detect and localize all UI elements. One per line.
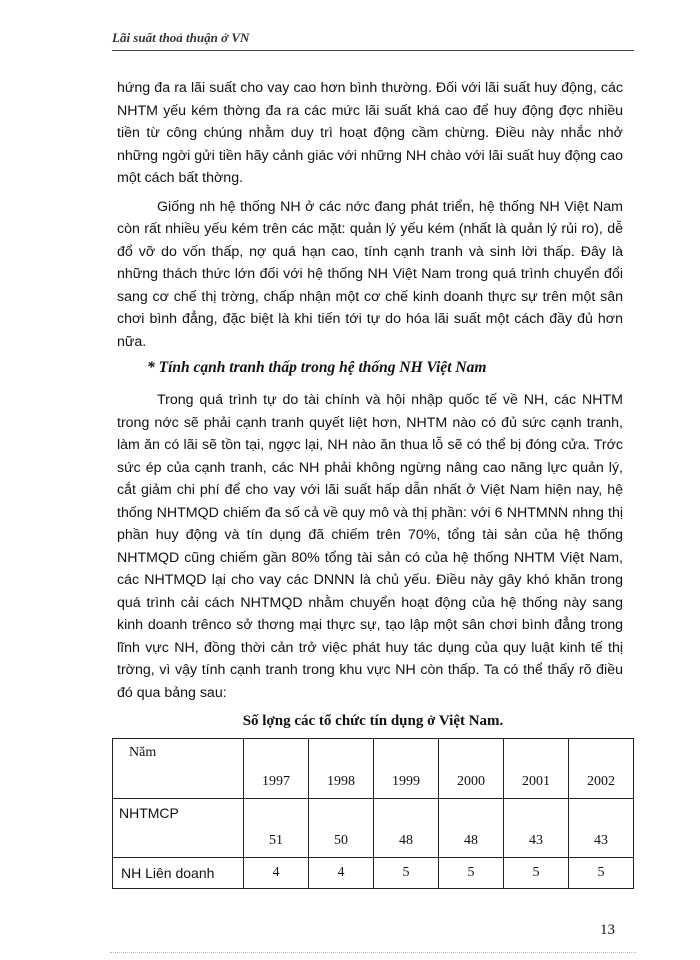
table-row (113, 799, 634, 858)
paragraph-2: Giống nh hệ thống NH ở các nớc đang phát triển, hệ thống NH Việt Nam còn rất nhiều yếu kém trên các mặt: quản lý yếu kém (nhất là quản lý rủi ro), dễ đổ vỡ do vốn thấp, nợ quá hạn cao, tính cạnh tranh và sinh lời thấp. Đây là những thách thức lớn đối với hệ thống NH Việt Nam trong quá trình chuyển đổi sang cơ chế thị trờng, chấp nhận một cơ chế kinh doanh thực sự trên một sân chơi bình đẳng, đặc biệt là khi tiến tới tự do hóa lãi suất một cách đầy đủ hơn nữa. (117, 198, 623, 350)
year-cell: 1998 (309, 739, 374, 799)
year-cell: 2001 (504, 739, 569, 799)
running-header: Lãi suất thoả thuận ở VN (112, 30, 250, 45)
value-cell: 50 (309, 799, 374, 858)
value-cell: 5 (439, 858, 504, 889)
footer-divider (110, 952, 636, 953)
year-cell: 1997 (244, 739, 309, 799)
year-cell: 1999 (374, 739, 439, 799)
body-text-top (117, 77, 623, 704)
value-cell: 4 (309, 858, 374, 889)
section-subheading: * Tính cạnh tranh thấp trong hệ thống NH Việt Nam (147, 359, 487, 376)
table-header-row (113, 739, 634, 799)
paragraph-3: Trong quá trình tự do tài chính và hội nhập quốc tế về NH, các NHTM trong nớc sẽ phải cạnh tranh quyết liệt hơn, NHTM nào có đủ sức cạnh tranh, làm ăn có lãi sẽ tồn tại, ngợc lại, NH nào ăn thua lỗ sẽ có thể bị đóng cửa. Trớc sức ép của cạnh tranh, các NH phải không ngừng nâng cao năng lực quản lý, cắt giảm chi phí để cho vay với lãi suất hấp dẫn nhất ở Việt Nam hiện nay, hệ thống NHTMQD chiếm đa số cả về quy mô và thị phần: với 6 NHTMNN nhng thị phần huy động và tín dụng đã chiếm trên 70%, tổng tài sản của hệ thống NHTMQD cũng chiếm gần 80% tổng tài sản có của hệ thống NHTM Việt Nam, các NHTMQD lại cho vay các DNNN là chủ yếu. Điều này gây khó khăn trong quá trình cải cách NHTMQD nhằm chuyển hoạt động của hệ thống này sang kinh doanh trênco sở thơng mại thực sự, tạo lập một sân chơi bình đẳng trong lĩnh vực NH, đồng thời cản trở việc phát huy tác dụng của quy luật kinh tế thị trờng, vì vậy tính cạnh tranh trong khu vực NH còn thấp. Ta có thể thấy rõ điều đó qua bảng sau: (117, 392, 623, 701)
value-cell: 5 (504, 858, 569, 889)
page-number: 13 (600, 922, 615, 938)
value-cell: 48 (374, 799, 439, 858)
credit-institutions-table (112, 738, 634, 889)
table-row (113, 858, 634, 889)
value-cell: 43 (569, 799, 634, 858)
header-divider (112, 50, 634, 51)
year-cell: 2002 (569, 739, 634, 799)
table-caption: Số lợng các tổ chức tín dụng ở Việt Nam. (242, 713, 504, 729)
value-cell: 5 (569, 858, 634, 889)
value-cell: 43 (504, 799, 569, 858)
year-cell: 2000 (439, 739, 504, 799)
value-cell: 4 (244, 858, 309, 889)
paragraph-1: hứng đa ra lãi suất cho vay cao hơn bình thường. Đối với lãi suất huy động, các NHTM yếu kém thờng đa ra các mức lãi suất khá cao để huy động đợc nhiều tiền từ công chúng nhằm duy trì hoạt động cầm chừng. Điều này nhắc nhở những ngời gửi tiền hãy cảnh giác với những NH chào với lãi suất huy động cao một cách bất thờng. (117, 80, 623, 186)
row-label-cell: NHTMCP (113, 799, 244, 858)
value-cell: 51 (244, 799, 309, 858)
year-header-cell: Năm (113, 739, 244, 799)
value-cell: 48 (439, 799, 504, 858)
row-label-cell: NH Liên doanh (113, 858, 244, 889)
value-cell: 5 (374, 858, 439, 889)
